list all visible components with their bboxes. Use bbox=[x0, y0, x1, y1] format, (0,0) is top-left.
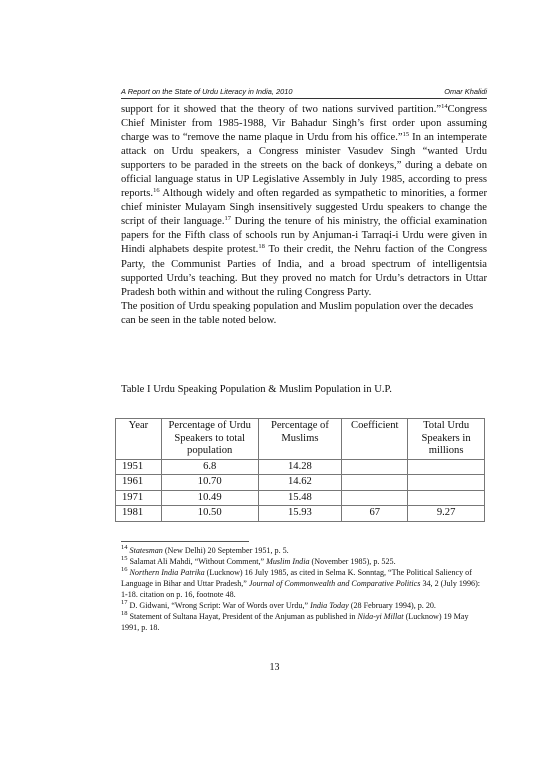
cell-urdu-pct: 6.8 bbox=[161, 459, 258, 475]
body-text bbox=[121, 103, 487, 328]
paragraph-1 bbox=[121, 103, 487, 300]
footnote-text: D. Gidwani, “Wrong Script: War of Words over Urdu,” bbox=[127, 601, 311, 610]
footnote-source-title: Statesman bbox=[129, 546, 163, 555]
cell-muslim-pct: 14.62 bbox=[258, 475, 342, 491]
p1-text-d: Although widely and often regarded as sympathetic to minorities, a former chief minister Mulayam Singh insensitively suggested Urdu speakers to change the script of their language. bbox=[121, 188, 487, 228]
cell-muslim-pct: 15.48 bbox=[258, 490, 342, 506]
cell-total-urdu bbox=[408, 490, 485, 506]
cell-urdu-pct: 10.49 bbox=[161, 490, 258, 506]
footnote-text: (Lucknow) 19 May 1991, p. 18. bbox=[121, 612, 469, 632]
table-row bbox=[116, 475, 485, 491]
cell-total-urdu bbox=[408, 459, 485, 475]
footnote-18 bbox=[121, 611, 487, 633]
table-caption: Table I Urdu Speaking Population & Muslim Population in U.P. bbox=[121, 384, 392, 395]
cell-year: 1981 bbox=[116, 506, 162, 522]
footnote-num: 15 bbox=[121, 555, 128, 562]
cell-coefficient bbox=[342, 475, 408, 491]
footnote-text: Statement of Sultana Hayat, President of the Anjuman as published in bbox=[127, 612, 358, 621]
p1-text-b: Congress Chief Minister from 1985-1988, Vir Bahadur Singh’s first order upon assuming charge was to “remove the name plaque in Urdu from his office.” bbox=[121, 104, 487, 144]
footnote-num: 17 bbox=[121, 599, 128, 606]
cell-muslim-pct: 14.28 bbox=[258, 459, 342, 475]
footnote-num: 16 bbox=[121, 566, 128, 573]
cell-coefficient bbox=[342, 490, 408, 506]
table-header-row bbox=[116, 419, 485, 460]
col-header-total-urdu: Total Urdu Speakers in millions bbox=[408, 419, 485, 460]
p1-text-a: support for it showed that the theory of two nations survived partition.” bbox=[121, 104, 442, 115]
cell-year: 1961 bbox=[116, 475, 162, 491]
footnote-source-title: Nida-yi Millat bbox=[357, 612, 404, 621]
p1-text-f: To their credit, the Nehru faction of the Congress Party, the Communist Parties of India, and a broad spectrum of intelligentsia supported Urdu’s teaching. But they proved no match for Urdu’s detractors in Uttar Pradesh both within and without the ruling Congress Party. bbox=[121, 244, 487, 298]
col-header-year: Year bbox=[116, 419, 162, 460]
footnote-ref-14[interactable]: 14 bbox=[441, 103, 448, 110]
cell-year: 1951 bbox=[116, 459, 162, 475]
footnote-ref-18[interactable]: 18 bbox=[258, 243, 265, 251]
footnote-14 bbox=[121, 545, 487, 556]
footnote-source-title: Journal of Commonwealth and Comparative Politics bbox=[248, 579, 421, 588]
table-row bbox=[116, 459, 485, 475]
running-header bbox=[121, 87, 487, 99]
cell-coefficient bbox=[342, 459, 408, 475]
footnote-17 bbox=[121, 600, 487, 611]
paragraph-2: The position of Urdu speaking population and Muslim population over the decades can be seen in the table noted below. bbox=[121, 300, 474, 326]
cell-urdu-pct: 10.50 bbox=[161, 506, 258, 522]
footnote-15 bbox=[121, 556, 487, 567]
cell-coefficient: 67 bbox=[342, 506, 408, 522]
col-header-urdu-pct: Percentage of Urdu Speakers to total population bbox=[161, 419, 258, 460]
footnote-ref-16[interactable]: 16 bbox=[153, 187, 160, 195]
footnote-source-title: Northern India Patrika bbox=[129, 568, 205, 577]
p1-text-e: During the tenure of his ministry, the official examination papers for the Fifth class of schools run by Anjuman-i Tarraqi-i Urdu were given in Hindi alphabets despite protest. bbox=[121, 216, 488, 256]
page-number: 13 bbox=[269, 662, 280, 673]
cell-urdu-pct: 10.70 bbox=[161, 475, 258, 491]
footnote-num: 14 bbox=[121, 544, 128, 551]
table-row bbox=[116, 490, 485, 506]
footnote-16 bbox=[121, 567, 487, 600]
p1-text-c: In an intemperate attack on Urdu speakers, a Congress minister Vasudev Singh “wanted Urdu supporters to be paraded in the streets on the back of donkeys,” during a debate on official language status in UP Legislative Assembly in July 1985, according to press reports. bbox=[121, 132, 487, 200]
table-row bbox=[116, 506, 485, 522]
header-author: Omar Khalidi bbox=[444, 87, 487, 96]
footnote-num: 18 bbox=[121, 610, 128, 617]
footnote-source-title: India Today bbox=[310, 601, 349, 610]
footnote-ref-15[interactable]: 15 bbox=[402, 131, 410, 139]
header-title: A Report on the State of Urdu Literacy in India, 2010 bbox=[121, 87, 293, 96]
footnote-text: 34, 2 (July 1996): 1-18. citation on p. 16, footnote 48. bbox=[121, 579, 481, 599]
data-table bbox=[115, 418, 485, 522]
col-header-muslim-pct: Percentage of Muslims bbox=[258, 419, 342, 460]
cell-year: 1971 bbox=[116, 490, 162, 506]
footnote-text: (Lucknow) 16 July 1985, as cited in Selma K. Sonntag, “The Political Saliency of Language in Bihar and Uttar Pradesh,” bbox=[121, 568, 472, 588]
col-header-coefficient: Coefficient bbox=[342, 419, 408, 460]
footnote-ref-17[interactable]: 17 bbox=[224, 215, 231, 223]
footnote-source-title: Muslim India bbox=[266, 557, 310, 566]
footnotes bbox=[121, 545, 487, 633]
cell-total-urdu: 9.27 bbox=[408, 506, 485, 522]
cell-muslim-pct: 15.93 bbox=[258, 506, 342, 522]
footnote-text: (November 1985), p. 525. bbox=[309, 557, 396, 566]
footnote-text: (28 February 1994), p. 20. bbox=[348, 601, 436, 610]
cell-total-urdu bbox=[408, 475, 485, 491]
footnote-divider bbox=[121, 541, 249, 542]
footnote-text: (New Delhi) 20 September 1951, p. 5. bbox=[162, 546, 289, 555]
footnote-text: Salamat Ali Mahdi, “Without Comment,” bbox=[127, 557, 267, 566]
